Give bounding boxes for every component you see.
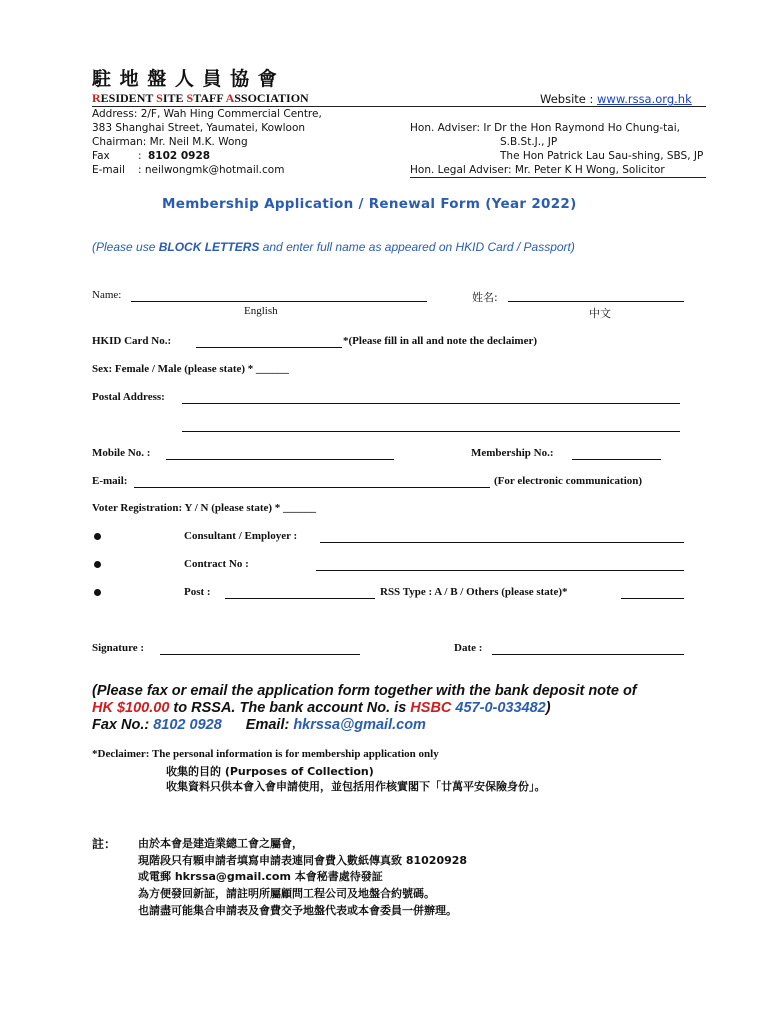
declaimer-line-1: *Declaimer: The personal information is for membership application only — [92, 748, 439, 760]
website-label: Website : — [540, 92, 598, 106]
website-link[interactable]: www.rssa.org.hk — [597, 92, 692, 106]
org-chinese-title: 駐 地 盤 人 員 協 會 — [92, 68, 278, 90]
bank-name: HSBC — [410, 700, 452, 716]
email-field-label: E-mail: — [92, 475, 128, 487]
adviser-1b: S.B.St.J., JP — [500, 136, 558, 148]
bullet-post — [94, 589, 101, 596]
chairman: Chairman: Mr. Neil M.K. Wong — [92, 136, 248, 148]
name-label: Name: — [92, 289, 122, 301]
signature-label: Signature : — [92, 642, 145, 654]
voter-registration-field[interactable]: Voter Registration: Y / N (please state) * ______ — [92, 502, 317, 514]
notes-line-2: 現階段只有顆申請者填寫申請表連同會費入數紙傳真致 81020928 — [138, 854, 468, 867]
fax-no-value: 8102 0928 — [153, 717, 222, 733]
consultant-input-line[interactable] — [320, 530, 684, 543]
email-value: : neilwongmk@hotmail.com — [138, 164, 285, 176]
contract-no-label: Contract No : — [184, 558, 249, 570]
date-input-line[interactable] — [492, 642, 684, 655]
header-divider — [92, 106, 706, 107]
chinese-name-input-line[interactable] — [508, 289, 684, 302]
bullet-consultant — [94, 533, 101, 540]
note-bold: BLOCK LETTERS — [158, 240, 260, 254]
legal-adviser: Hon. Legal Adviser: Mr. Peter K H Wong, Solicitor — [410, 164, 665, 176]
notes-line-4: 為方便發回新証，請註明所屬顧問工程公司及地盤合約號碼。 — [138, 887, 435, 900]
email-label: E-mail — [92, 164, 125, 176]
adviser-2: The Hon Patrick Lau Sau-shing, SBS, JP — [500, 150, 704, 162]
membership-no-input-line[interactable] — [572, 447, 661, 460]
org-word-association: SSOCIATION — [234, 91, 309, 105]
declaimer-line-3: 收集資料只供本會入會申請使用，並包括用作核實閣下「廿萬平安保險身份」。 — [166, 780, 546, 793]
email-note: (For electronic communication) — [494, 475, 643, 487]
notes-line-1: 由於本會是建造業總工會之屬會， — [138, 837, 303, 850]
initial-st: S — [186, 91, 194, 105]
initial-a: A — [225, 91, 235, 105]
org-word-staff: TAFF — [193, 91, 226, 105]
address-line-1: Address: 2/F, Wah Hing Commercial Centre, — [92, 108, 322, 120]
note-pre: (Please use — [92, 240, 159, 254]
legal-adviser-underline — [410, 177, 706, 178]
close-paren: ) — [545, 700, 551, 716]
postal-address-label: Postal Address: — [92, 391, 165, 403]
name-sub-english: English — [244, 305, 278, 317]
fax-number: 8102 0928 — [148, 150, 211, 162]
email-input-line[interactable] — [134, 475, 490, 488]
form-title: Membership Application / Renewal Form (Year 2022) — [162, 196, 577, 212]
date-label: Date : — [454, 642, 483, 654]
instruction-line-1: (Please fax or email the application form together with the bank deposit note of — [92, 683, 637, 699]
instruction-email-value: hkrssa@gmail.com — [293, 717, 426, 733]
membership-no-label: Membership No.: — [471, 447, 554, 459]
fax-colon: : — [138, 150, 142, 162]
post-input-line[interactable] — [225, 586, 375, 599]
instruction-line-3 — [92, 717, 426, 733]
initial-s: S — [156, 91, 163, 105]
notes-line-5: 也請盡可能集合申請表及會費交予地盤代表或本會委員一併辦理。 — [138, 904, 457, 917]
website — [540, 92, 692, 106]
org-word-resident: ESIDENT — [100, 91, 157, 105]
declaimer-line-2: 收集的目的 (Purposes of Collection) — [166, 765, 374, 778]
hkid-label: HKID Card No.: — [92, 335, 172, 347]
post-label: Post : — [184, 586, 211, 598]
signature-input-line[interactable] — [160, 642, 360, 655]
rss-type-label: RSS Type : A / B / Others (please state)* — [380, 586, 568, 598]
block-letters-note — [92, 240, 575, 254]
rss-type-input-line[interactable] — [621, 586, 684, 599]
fax-label: Fax — [92, 150, 110, 162]
to-rssa-text: to RSSA. The bank account No. is — [169, 700, 411, 716]
mobile-label: Mobile No. : — [92, 447, 151, 459]
org-english-name — [92, 91, 309, 106]
account-number: 457-0-033482 — [455, 700, 546, 716]
postal-address-line-2[interactable] — [182, 419, 680, 432]
adviser-1: Hon. Adviser: Ir Dr the Hon Raymond Ho Chung-tai, — [410, 122, 680, 134]
name-input-line[interactable] — [131, 289, 427, 302]
org-word-site: ITE — [162, 91, 187, 105]
postal-address-line-1[interactable] — [182, 391, 680, 404]
fee-amount: HK $100.00 — [92, 700, 170, 716]
notes-label: 註： — [92, 837, 117, 851]
fax-no-label: Fax No.: — [92, 717, 154, 733]
initial-r: R — [92, 91, 101, 105]
note-post: and enter full name as appeared on HKID Card / Passport) — [259, 240, 575, 254]
bullet-contract — [94, 561, 101, 568]
instruction-line-2 — [92, 700, 551, 716]
notes-line-3: 或電郵 hkrssa@gmail.com 本會秘書處待發証 — [138, 870, 383, 883]
chinese-name-sub: 中文 — [589, 307, 611, 320]
address-line-2: 383 Shanghai Street, Yaumatei, Kowloon — [92, 122, 306, 134]
contract-no-input-line[interactable] — [316, 558, 684, 571]
chinese-name-label: 姓名: — [472, 291, 498, 304]
hkid-input-line[interactable] — [196, 335, 342, 348]
sex-field[interactable]: Sex: Female / Male (please state) * ______ — [92, 363, 290, 375]
mobile-input-line[interactable] — [166, 447, 394, 460]
hkid-note: *(Please fill in all and note the declaimer) — [343, 335, 537, 347]
consultant-label: Consultant / Employer : — [184, 530, 298, 542]
instruction-email-label: Email: — [245, 717, 294, 733]
